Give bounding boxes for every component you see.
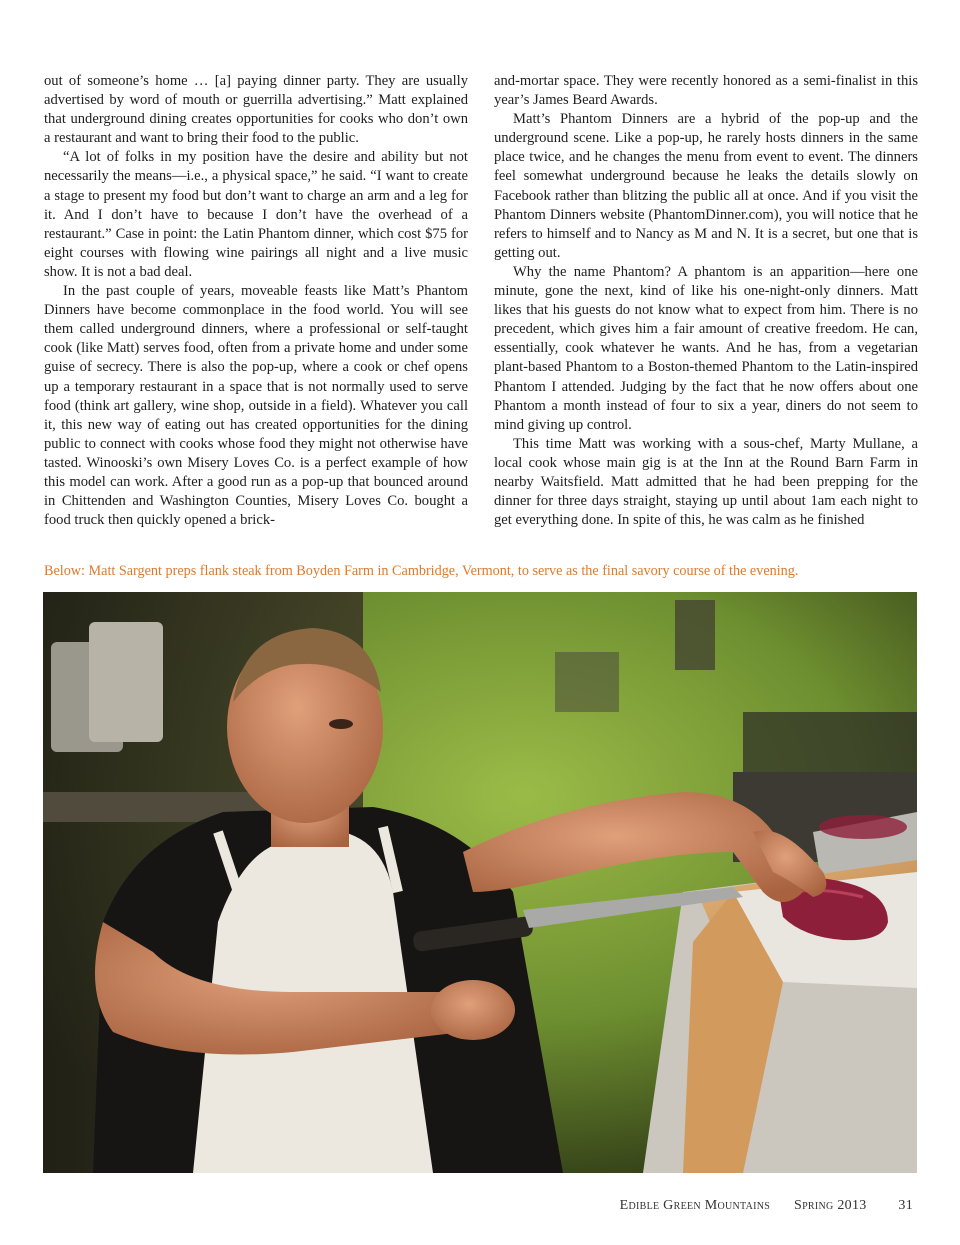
paragraph: This time Matt was working with a sous-chef, Marty Mullane, a local cook whose main gig is at the Inn at the Round Barn Farm in nearby Waitsfield. Matt admitted that he had been prepping for the dinner for three days straight, staying up until about 1am each night to get everything done. In spite of this, he was calm as he finished bbox=[494, 435, 918, 529]
article-column-left bbox=[44, 72, 468, 530]
article-column-right bbox=[494, 72, 918, 530]
paragraph: “A lot of folks in my position have the desire and ability but not necessarily the means—i.e., a physical space,” he said. “I want to create a stage to present my food but don’t want to charge an arm and a leg for it. And I don’t have to because I don’t have the overhead of a restaurant.” Case in point: the Latin Phantom dinner, which cost $75 for eight courses with flowing wine pairings all night and a live music show. It is not a bad deal. bbox=[44, 149, 468, 280]
page-footer bbox=[0, 1198, 913, 1214]
footer-season: Spring 2013 bbox=[793, 1198, 867, 1213]
chef-photo-illustration bbox=[43, 592, 917, 1173]
paragraph: out of someone’s home … [a] paying dinner party. They are usually advertised by word of mouth or guerrilla advertising.” Matt explained that underground dining creates opportunities for cooks who don’t own a restaurant and want to bring their food to the public. bbox=[44, 73, 468, 147]
footer-publication: Edible Green Mountains bbox=[619, 1198, 771, 1213]
page-number: 31 bbox=[898, 1198, 913, 1213]
photo-caption: Below: Matt Sargent preps flank steak from Boyden Farm in Cambridge, Vermont, to serve as the final savory course of the evening. bbox=[44, 563, 799, 579]
chef-eye bbox=[329, 719, 353, 729]
meat-in-tray bbox=[819, 815, 907, 839]
wall-frame bbox=[675, 600, 715, 670]
hood bbox=[743, 712, 917, 772]
paragraph: In the past couple of years, moveable feasts like Matt’s Phantom Dinners have become commonplace in the food world. You will see them called underground dinners, where a professional or self-taught cook (like Matt) serves food, often from a private home and under some guise of secrecy. There is also the pop-up, where a cook or chef opens up a temporary restaurant in a space that is not normally used to serve food (think art gallery, wine shop, outside in a field). Whatever you call it, this new way of eating out has created opportunities for the dining public to connect with cooks whose food they might not otherwise have tasted. Winooski’s own Misery Loves Co. is a perfect example of how this model can work. After a good run as a pop-up that bounced around in Chittenden and Washington Counties, Misery Loves Co. bought a food truck then quickly opened a brick- bbox=[44, 283, 468, 529]
stock-pot bbox=[89, 622, 163, 742]
chef-hand-right bbox=[431, 980, 515, 1040]
paragraph: Why the name Phantom? A phantom is an apparition—here one minute, gone the next, kind of like his one-night-only dinners. Matt likes that his guests do not know what to expect from him. There is no precedent, which gives him a fair amount of creative freedom. He can, essentially, cook whatever he wants. And he has, from a vegetarian plant-based Phantom to a Boston-themed Phantom to the Latin-inspired Phantom I attended. Judging by the fact that he now offers about one Phantom a month instead of four to six a year, diners do not seem to mind giving up control. bbox=[494, 263, 918, 433]
paragraph: Matt’s Phantom Dinners are a hybrid of the pop-up and the underground scene. Like a pop-up, he rarely hosts dinners in the same place twice, and he changes the menu from event to event. The dinners feel somewhat underground because he leaks the details slowly on Facebook rather than blitzing the public all at once. And if you visit the Phantom Dinners website (PhantomDinner.com), you will notice that he refers to himself and to Nancy as M and N. It is a secret, but one that is getting out. bbox=[494, 111, 918, 261]
chef-photo bbox=[43, 592, 917, 1173]
paragraph: and-mortar space. They were recently honored as a semi-finalist in this year’s James Beard Awards. bbox=[494, 73, 918, 109]
wall-object bbox=[555, 652, 619, 712]
